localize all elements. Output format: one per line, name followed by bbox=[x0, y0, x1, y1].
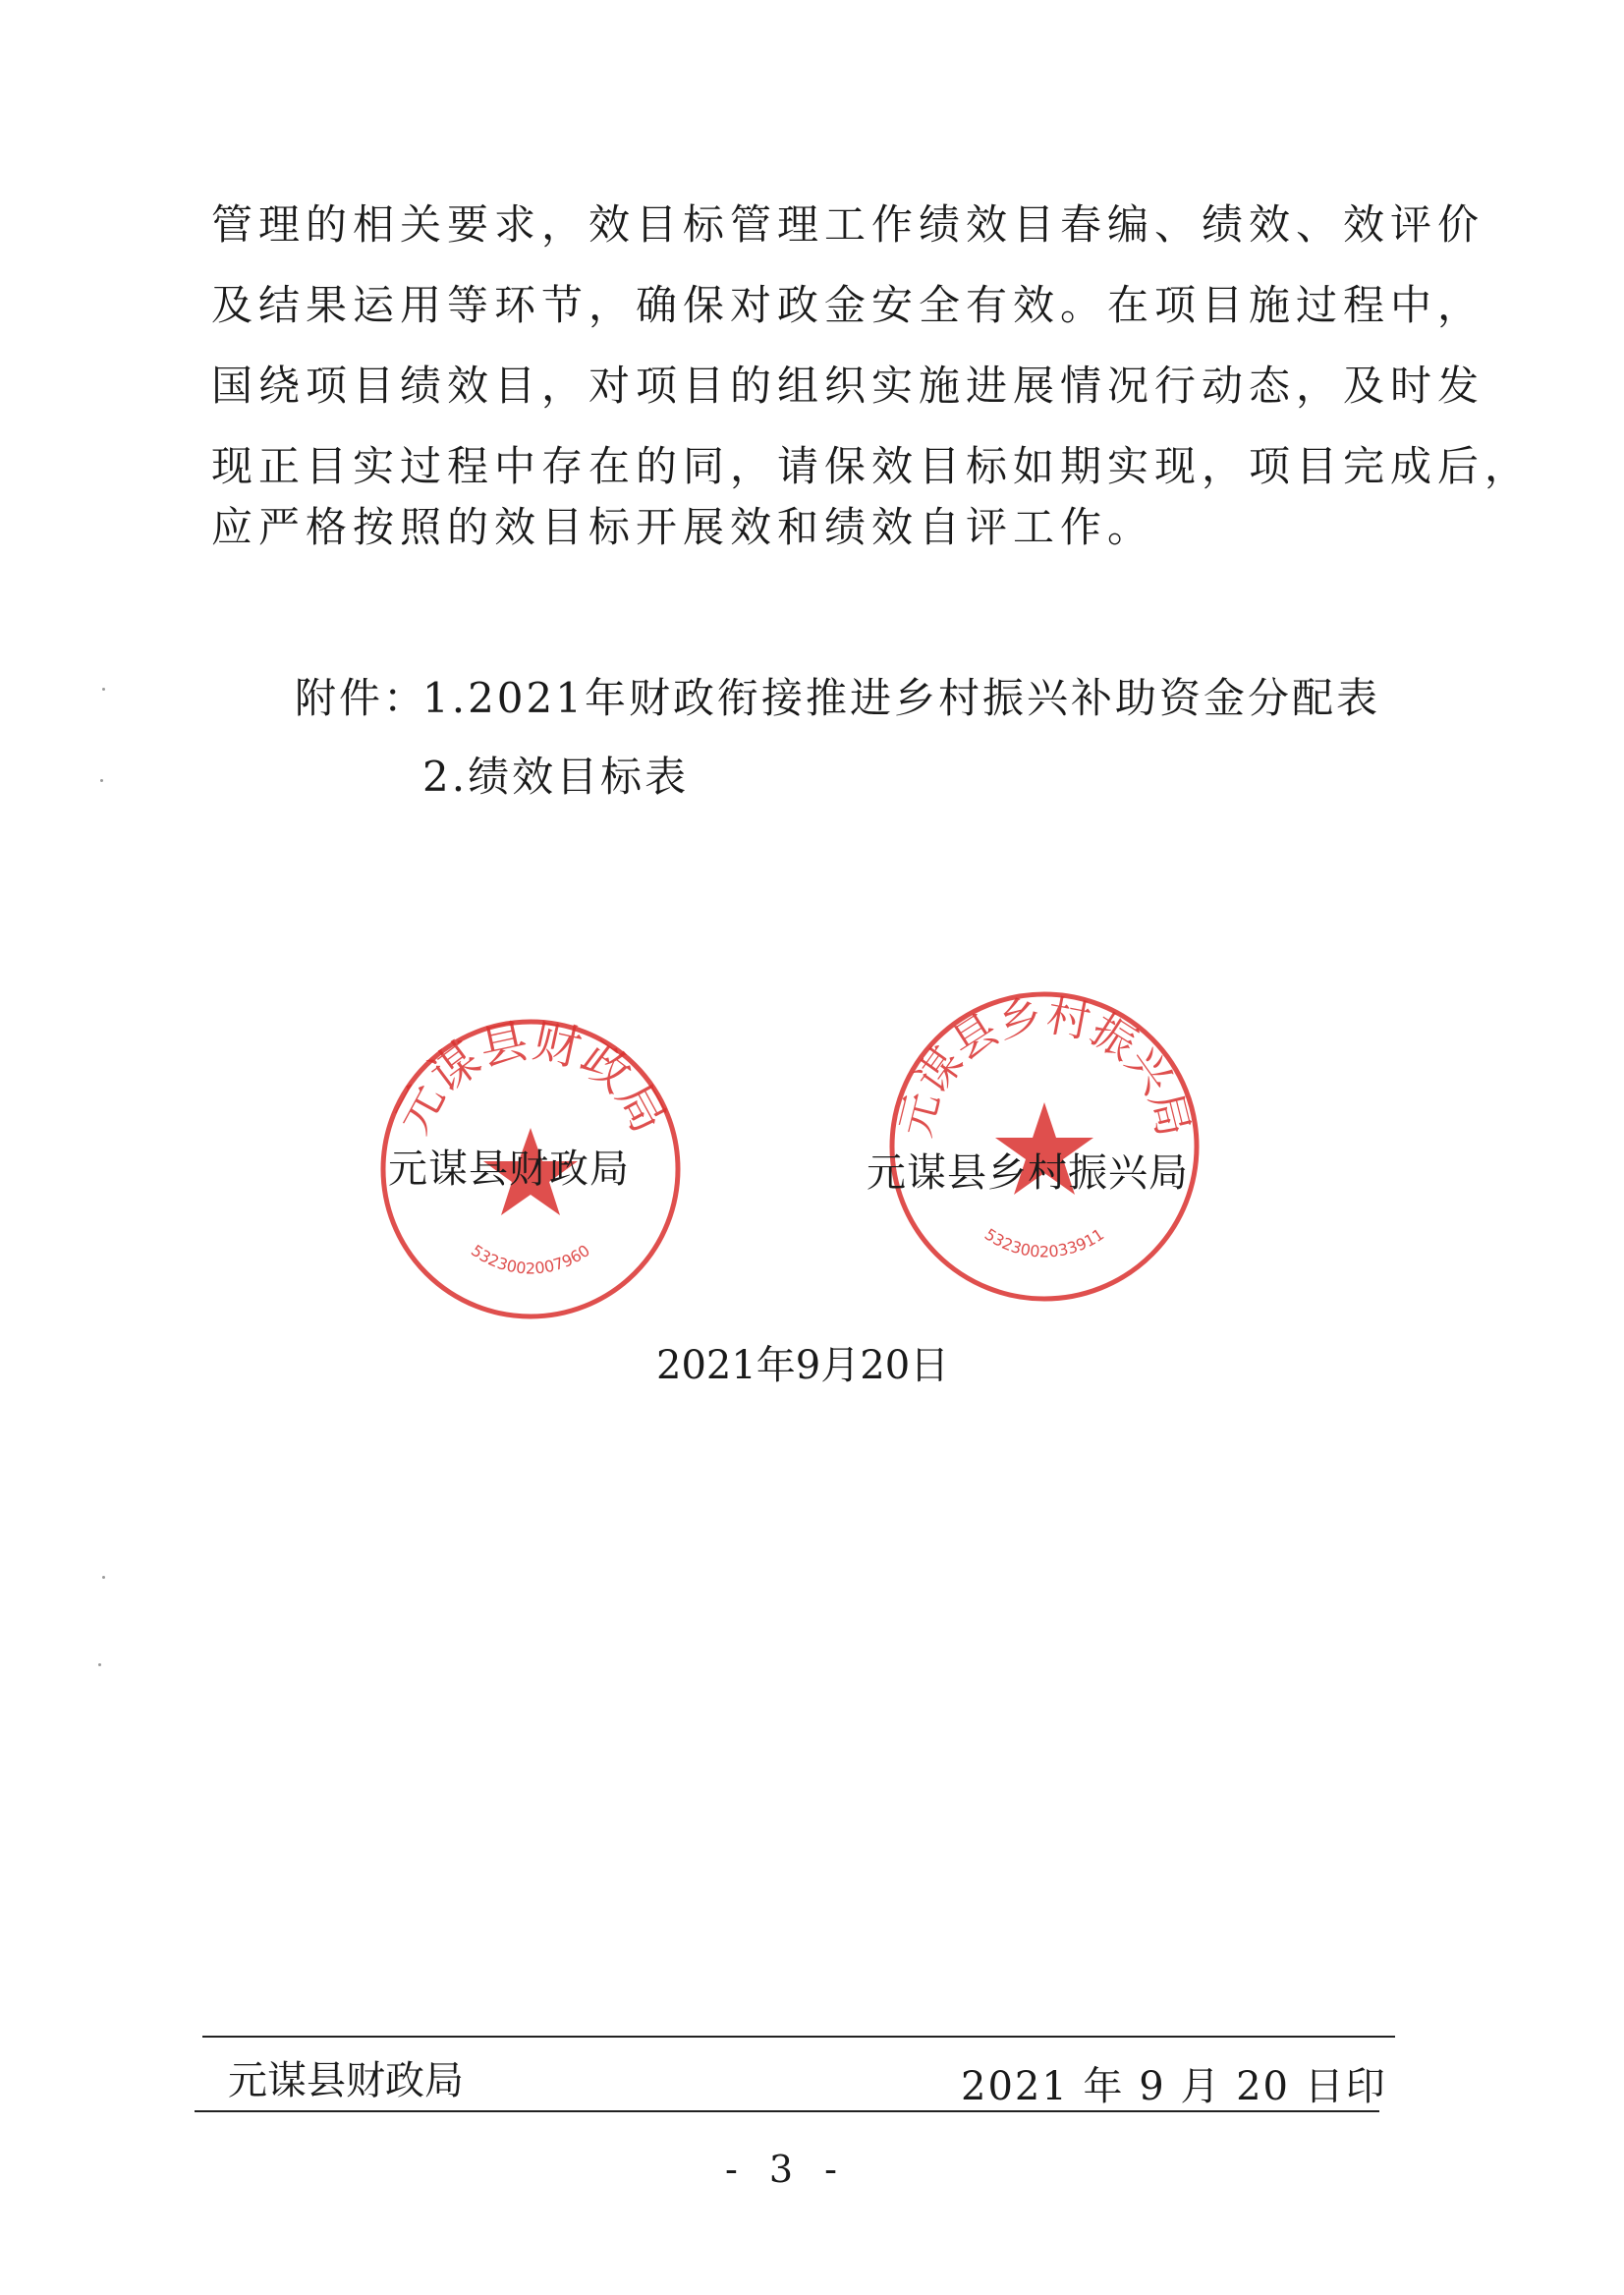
page-number: - 3 - bbox=[725, 2148, 848, 2191]
signature-left: 元谋县财政局 bbox=[388, 1147, 630, 1192]
body-line-5: 应严格按照的效目标开展效和绩效自评工作。 bbox=[211, 503, 1155, 551]
signature-right: 元谋县乡村振兴局 bbox=[867, 1150, 1189, 1196]
scan-speck bbox=[102, 1576, 105, 1579]
body-line-2: 及结果运用等环节，确保对政金安全有效。在项目施过程中， bbox=[211, 281, 1485, 329]
scan-speck bbox=[100, 779, 103, 782]
attachment-label: 附件： bbox=[295, 674, 428, 722]
left-seal-arc-text: 元谋县财政局 bbox=[384, 1013, 677, 1143]
right-seal-code: 5323002033911 bbox=[980, 1224, 1108, 1261]
footer-bottom-rule bbox=[195, 2110, 1379, 2112]
scan-speck bbox=[102, 688, 105, 691]
signed-date: 2021年9月20日 bbox=[656, 1343, 950, 1388]
body-line-1: 管理的相关要求，效目标管理工作绩效目春编、绩效、效评价 bbox=[211, 200, 1485, 249]
right-seal-arc-text: 元谋县乡村振兴局 bbox=[890, 990, 1199, 1142]
attachment-item-1: 1.2021年财政衔接推进乡村振兴补助资金分配表 bbox=[422, 674, 1380, 722]
footer-print-date: 2021 年 9 月 20 日印 bbox=[961, 2064, 1387, 2109]
footer-issuer: 元谋县财政局 bbox=[228, 2058, 464, 2103]
left-seal-code: 5323002007960 bbox=[468, 1241, 593, 1278]
body-line-3: 国绕项目绩效目，对项目的组织实施进展情况行动态，及时发 bbox=[211, 362, 1485, 410]
body-line-4: 现正目实过程中存在的同，请保效目标如期实现，项目完成后， bbox=[211, 442, 1533, 490]
footer-top-rule bbox=[202, 2036, 1395, 2038]
attachment-item-2: 2.绩效目标表 bbox=[422, 753, 690, 801]
scan-speck bbox=[98, 1663, 101, 1666]
